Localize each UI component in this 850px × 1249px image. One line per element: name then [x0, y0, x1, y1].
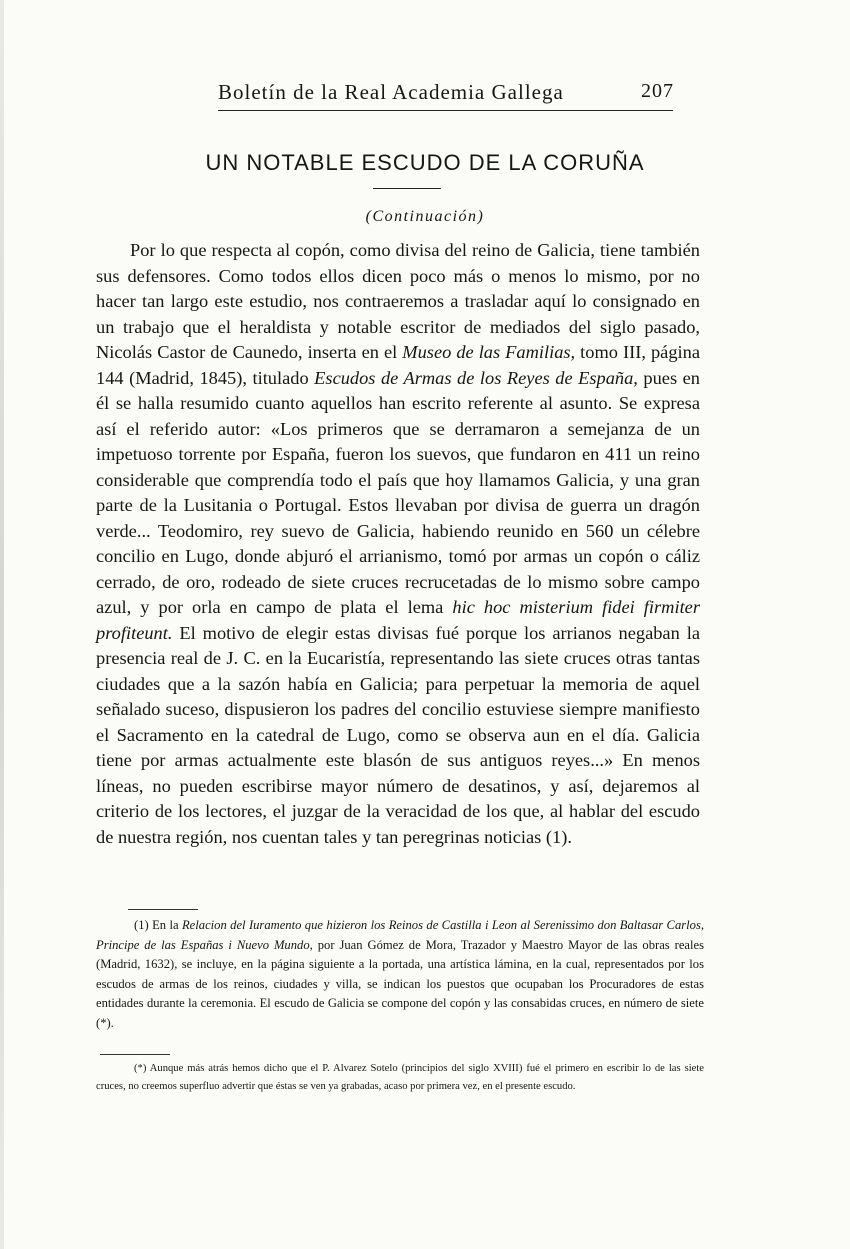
- footnote: [96, 916, 704, 1033]
- scan-edge: [0, 0, 4, 1249]
- body-text-2: tomo III, página 144 (Madrid, 1845), titulado: [96, 342, 701, 388]
- footnote-marker: (1): [134, 918, 149, 932]
- subnote: [96, 1060, 704, 1096]
- body-italic-escudos: Escudos de Armas de los Reyes de España,: [314, 367, 638, 388]
- article-title: UN NOTABLE ESCUDO DE LA CORUÑA: [205, 150, 645, 175]
- body-text-4: El motivo de elegir estas divisas fué porque los arrianos negaban la presencia real de J. C. en la Eucaristía, representando las siete cruces otras tantas ciudades que a la sazón había en Galicia; para perpetuar la memoria de aquel señalado suceso, dispusieron los padres del concilio estuviese siempre manifiesto el Sacramento en la catedral de Lugo, como se observa aun en el día. Galicia tiene por armas actualmente este blasón de sus antiguos reyes...» En menos líneas, no pueden escribirse mayor número de desatinos, y así, dejaremos al criterio de los lectores, el juzgar de la veracidad de los que, al hablar del escudo de nuestra región, nos cuentan tales y tan peregrinas noticias (1).: [96, 622, 700, 847]
- body-italic-museo: Museo de las Familias,: [402, 342, 576, 362]
- body-text-3: pues en él se halla resumido cuanto aquellos han escrito referente al asunto. Se expresa así el referido autor: «Los primeros que se derramaron a semejanza de un impetuoso torrente por España, fueron los suevos, que fundaron en 411 un reino considerable que comprendía todo el país que hoy llamamos Galicia, y una gran parte de la Lusitania o Portugal. Estos llevaban por divisa de guerra un dragón verde... Teodomiro, rey suevo de Galicia, habiendo reunido en 560 un célebre concilio en Lugo, donde abjuró el arrianismo, tomó por armas un copón o cáliz cerrado, de oro, rodeado de siete cruces recrucetadas de lo mismo sobre campo azul, y por orla en campo de plata el lema: [96, 367, 700, 617]
- footnote-text-a: En la: [148, 918, 182, 932]
- subnote-marker: (*): [134, 1063, 147, 1074]
- header-rule: [218, 110, 673, 111]
- footnote-text-b: por Juan Gómez de Mora, Trazador y Maestro Mayor de las obras reales (Madrid, 1632), se incluye, en la página siguiente a la portada, una artística lámina, en la cual, representados por los escudos de armas de los reinos, ciudades y villa, se indican los puestos que ocupaban los Procuradores de estas entidades durante la ceremonia. El escudo de Galicia se compone del copón y las consabidas cruces, en número de siete (*).: [96, 937, 704, 1030]
- footnote-italic-relacion: Relacion del Iuramento que hizieron los Reinos de Castilla i Leon al Serenissimo don Baltasar Carlos, Principe de las Españas i Nuevo Mundo,: [96, 918, 704, 952]
- body-text-1: Por lo que respecta al copón, como divisa del reino de Galicia, tiene también sus defensores. Como todos ellos dicen poco más o menos lo mismo, por no hacer tan largo este estudio, nos contraeremos a trasladar aquí lo consignado en un trabajo que el heraldista y notable escritor de mediados del siglo pasado, Nicolás Castor de Caunedo, inserta en el: [96, 240, 700, 362]
- journal-title: Boletín de la Real Academia Gallega: [218, 80, 564, 104]
- title-rule: [373, 188, 441, 189]
- page-number: 207: [641, 80, 674, 102]
- body-italic-lema: hic hoc misterium fidei firmiter profiteunt.: [96, 597, 701, 643]
- article-subtitle: (Continuación): [365, 208, 485, 225]
- footnote-rule: [128, 909, 198, 910]
- subnote-rule: [100, 1054, 170, 1055]
- subnote-text: Aunque más atrás hemos dicho que el P. Alvarez Sotelo (principios del siglo XVIII) fué el primero en escribir lo de las siete cruces, no creemos superfluo advertir que éstas se ven ya grabadas, acaso por primera vez, en el presente escudo.: [96, 1063, 704, 1092]
- body-paragraph: [96, 238, 700, 850]
